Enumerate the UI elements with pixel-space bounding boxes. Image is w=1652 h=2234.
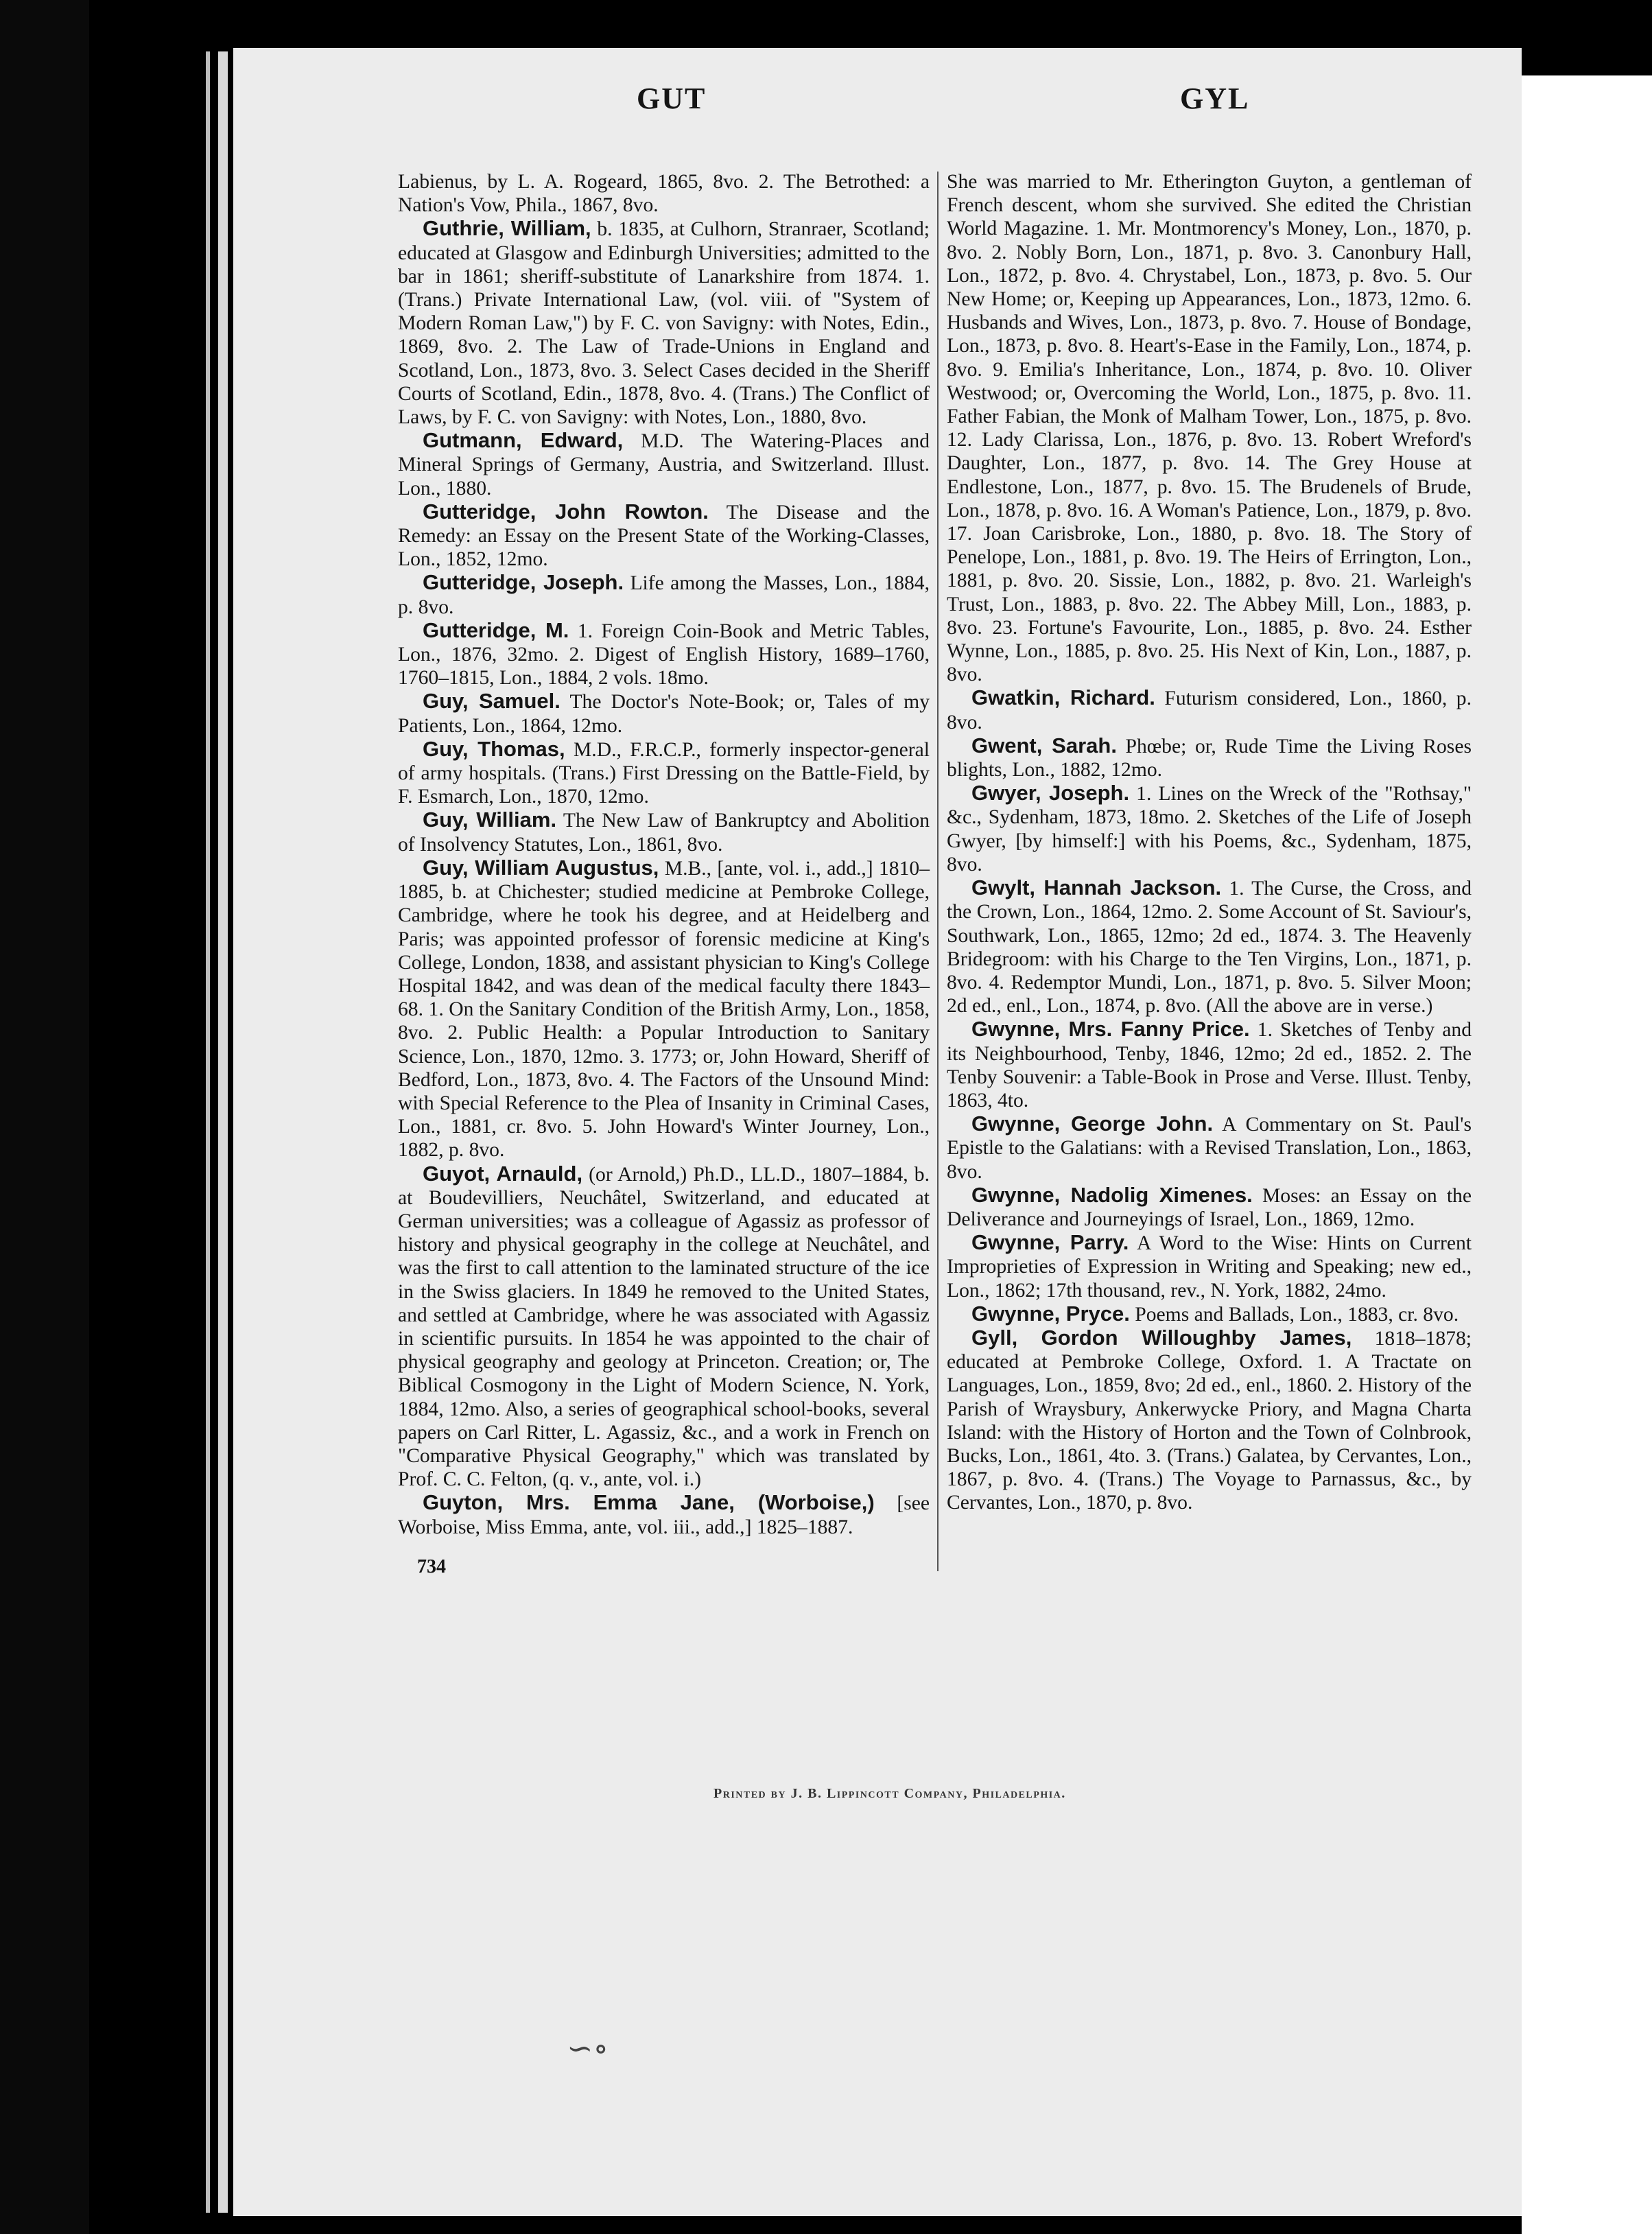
bio-entry <box>398 1162 930 1492</box>
bio-entry <box>947 1302 1472 1326</box>
entry-headword: Gutteridge, M. <box>423 618 569 642</box>
bio-entry <box>398 1491 930 1538</box>
bio-entry <box>947 1018 1472 1112</box>
entry-headword: Gutmann, Edward, <box>423 428 624 453</box>
printer-imprint: Printed by J. B. Lippincott Company, Philadelphia. <box>713 1786 1066 1801</box>
entry-text: 1. The Curse, the Cross, and the Crown, Lon., 1864, 12mo. 2. Some Account of St. Saviour's, Southwark, Lon., 1865, 12mo; 2d ed., 1874. 3. The Heavenly Bridegroom: with his Charge to the Ten Virgins, Lon., 1871, p. 8vo. 4. Redemptor Mundi, Lon., 1871, p. 8vo. 5. Silver Moon; 2d ed., enl., Lon., 1874, p. 8vo. (All the above are in verse.) <box>947 878 1472 1018</box>
entry-text: Poems and Ballads, Lon., 1883, cr. 8vo. <box>1129 1303 1459 1326</box>
entry-text: She was married to Mr. Etherington Guyton, a gentleman of French descent, whom she survived. She edited the Christian World Magazine. 1. Mr. Montmorency's Money, Lon., 1870, p. 8vo. 2. Nobly Born, Lon., 1871, p. 8vo. 3. Canonbury Hall, Lon., 1872, p. 8vo. 4. Chrystabel, Lon., 1873, p. 8vo. 5. Our New Home; or, Keeping up Appearances, Lon., 1873, 12mo. 6. Husbands and Wives, Lon., 1873, p. 8vo. 7. House of Bondage, Lon., 1873, p. 8vo. 8. Heart's-Ease in the Family, Lon., 1874, p. 8vo. 9. Emilia's Inheritance, Lon., 1874, p. 8vo. 10. Oliver Westwood; or, Overcoming the World, Lon., 1875, p. 8vo. 11. Father Fabian, the Monk of Malham Tower, Lon., 1875, p. 8vo. 12. Lady Clarissa, Lon., 1876, p. 8vo. 13. Robert Wreford's Daughter, Lon., 1877, p. 8vo. 14. The Grey House at Endlestone, Lon., 1877, p. 8vo. 15. The Brudenels of Brude, Lon., 1878, p. 8vo. 16. A Woman's Patience, Lon., 1879, p. 8vo. 17. Joan Carisbroke, Lon., 1880, p. 8vo. 18. The Story of Penelope, Lon., 1881, p. 8vo. 19. The Heirs of Errington, Lon., 1881, p. 8vo. 20. Sissie, Lon., 1882, p. 8vo. 21. Warleigh's Trust, Lon., 1883, p. 8vo. 22. The Abbey Mill, Lon., 1883, p. 8vo. 23. Fortune's Favourite, Lon., 1885, p. 8vo. 24. Esther Wynne, Lon., 1885, p. 8vo. 25. His Next of Kin, Lon., 1887, p. 8vo. <box>947 171 1472 686</box>
bio-entry <box>947 734 1472 781</box>
page-edge-shadow <box>206 51 210 2213</box>
entry-text: Futurism considered, Lon., 1860, p. 8vo. <box>947 687 1472 733</box>
entry-headword: Gwynne, Parry. <box>971 1230 1129 1255</box>
bio-entry <box>398 217 930 429</box>
entry-text: Phœbe; or, Rude Time the Living Roses blights, Lon., 1882, 12mo. <box>947 735 1472 781</box>
bio-entry <box>947 1231 1472 1302</box>
bio-entry <box>947 1112 1472 1184</box>
scan-margin-right <box>1522 75 1652 2234</box>
bio-entry <box>398 856 930 1162</box>
page-number: 734 <box>417 1556 446 1577</box>
scan-margin-top-right <box>1522 0 1652 75</box>
entry-headword: Gutteridge, John Rowton. <box>423 499 709 524</box>
column-divider <box>937 172 939 1571</box>
running-head-right: GYL <box>1180 82 1250 115</box>
entry-text: Life among the Masses, Lon., 1884, p. 8vo. <box>398 572 930 618</box>
entry-headword: Gwynne, Nadolig Ximenes. <box>971 1182 1253 1207</box>
entry-headword: Guy, William. <box>423 808 557 832</box>
entry-headword: Guy, William Augustus, <box>423 855 659 880</box>
entry-headword: Gwynne, Pryce. <box>971 1301 1130 1326</box>
entry-text: Moses: an Essay on the Deliverance and Journeyings of Israel, Lon., 1869, 12mo. <box>947 1184 1472 1230</box>
entry-text: 1. Sketches of Tenby and its Neighbourhood, Tenby, 1846, 12mo; 2d ed., 1852. 2. The Tenby Souvenir: a Table-Book in Prose and Verse. Illust. Tenby, 1863, 4to. <box>947 1019 1472 1112</box>
bio-entry <box>947 1326 1472 1515</box>
bio-entry <box>398 808 930 856</box>
entry-headword: Guy, Thomas, <box>423 736 565 761</box>
entry-text: 1818–1878; educated at Pembroke College, Oxford. 1. A Tractate on Languages, Lon., 1859, 8vo; 2d ed., enl., 1860. 2. History of the Parish of Wraysbury, Ankerwycke Priory, and Magna Charta Island: with the History of Horton and the Town of Colnbrook, Bucks, Lon., 1861, 4to. 3. (Trans.) Galatea, by Cervantes, Lon., 1867, p. 8vo. 4. (Trans.) The Voyage to Parnassus, &c., by Cervantes, Lon., 1870, p. 8vo. <box>947 1327 1472 1514</box>
entry-headword: Gwatkin, Richard. <box>971 685 1155 710</box>
running-head-left: GUT <box>637 82 707 115</box>
entry-text: 1. Lines on the Wreck of the "Rothsay," &c., Sydenham, 1873, 18mo. 2. Sketches of the Life of Joseph Gwyer, [by himself:] with his Poems, &c., Sydenham, 1875, 8vo. <box>947 783 1472 875</box>
entry-text: [see Worboise, Miss Emma, ante, vol. iii., add.,] 1825–1887. <box>398 1492 930 1538</box>
entry-headword: Gwynne, George John. <box>971 1112 1214 1136</box>
page-edge <box>218 51 228 2213</box>
entry-headword: Guyton, Mrs. Emma Jane, (Worboise,) <box>423 1490 875 1515</box>
bio-entry <box>947 686 1472 733</box>
entry-headword: Gwylt, Hannah Jackson. <box>971 875 1222 900</box>
bio-entry <box>398 170 930 217</box>
entry-text: The New Law of Bankruptcy and Abolition of Insolvency Statutes, Lon., 1861, 8vo. <box>398 810 930 856</box>
bio-entry <box>398 738 930 809</box>
bio-entry <box>398 429 930 500</box>
entry-text: (or Arnold,) Ph.D., LL.D., 1807–1884, b. at Boudevilliers, Neuchâtel, Switzerland, and educated at German universities; was a colleague of Agassiz as professor of history and physical geography in the college at Neuchâtel, and was the first to call attention to the laminated structure of the ice in the Swiss glaciers. In 1849 he removed to the United States, and settled at Cambridge, where he was associated with Agassiz in scientific pursuits. In 1854 he was appointed to the chair of physical geography and geology at Princeton. Creation; or, The Biblical Cosmogony in the Light of Modern Science, N. York, 1884, 12mo. Also, a series of geographical school-books, several papers on Carl Ritter, L. Agassiz, &c., and a work in French on "Comparative Physical Geography," which was translated by Prof. C. C. Felton, (q. v., ante, vol. i.) <box>398 1163 930 1491</box>
entry-text: M.D. The Watering-Places and Mineral Springs of Germany, Austria, and Switzerland. Illust. Lon., 1880. <box>398 430 930 499</box>
entry-text: A Commentary on St. Paul's Epistle to the Galatians: with a Revised Translation, Lon., 1863, 8vo. <box>947 1114 1472 1183</box>
entry-headword: Guy, Samuel. <box>423 689 560 714</box>
entry-headword: Guyot, Arnauld, <box>423 1161 583 1186</box>
entry-headword: Gwynne, Mrs. Fanny Price. <box>971 1017 1250 1042</box>
scan-margin-left <box>0 0 89 2234</box>
bio-entry <box>398 571 930 618</box>
left-column <box>398 170 930 1539</box>
entry-headword: Guthrie, William, <box>423 216 591 241</box>
entry-text: Labienus, by L. A. Rogeard, 1865, 8vo. 2. The Betrothed: a Nation's Vow, Phila., 1867, 8vo. <box>398 171 930 217</box>
right-column <box>947 170 1472 1515</box>
bio-entry <box>947 170 1472 686</box>
entry-headword: Gyll, Gordon Willoughby James, <box>971 1325 1352 1350</box>
bio-entry <box>947 876 1472 1018</box>
entry-text: The Doctor's Note-Book; or, Tales of my Patients, Lon., 1864, 12mo. <box>398 691 930 737</box>
entry-headword: Gutteridge, Joseph. <box>423 570 624 595</box>
entry-text: b. 1835, at Culhorn, Stranraer, Scotland; educated at Glasgow and Edinburgh Universities; admitted to the bar in 1861; sheriff-substitute of Lanarkshire from 1874. 1. (Trans.) Private International Law, (vol. viii. of "System of Modern Roman Law,") by F. C. von Savigny: with Notes, Edin., 1869, 8vo. 2. The Law of Trade-Unions in England and Scotland, Lon., 1873, 8vo. 3. Select Cases decided in the Sheriff Courts of Scotland, Edin., 1878, 8vo. 4. (Trans.) The Conflict of Laws, by F. C. von Savigny: with Notes, Lon., 1880, 8vo. <box>398 218 930 429</box>
entry-headword: Gwent, Sarah. <box>971 733 1117 757</box>
bio-entry <box>398 619 930 690</box>
entry-text: A Word to the Wise: Hints on Current Improprieties of Expression in Writing and Speaking; new ed., Lon., 1862; 17th thousand, rev., N. York, 1882, 24mo. <box>947 1232 1472 1302</box>
bio-entry <box>947 781 1472 876</box>
entry-headword: Gwyer, Joseph. <box>971 781 1130 806</box>
ornament-icon: ∽∘ <box>567 2031 609 2066</box>
entry-text: The Disease and the Remedy: an Essay on the Present State of the Working-Classes, Lon., 1852, 12mo. <box>398 501 930 571</box>
entry-text: M.B., [ante, vol. i., add.,] 1810–1885, b. at Chichester; studied medicine at Pembroke College, Cambridge, where he took his degree, and at Heidelberg and Paris; was appointed professor of forensic medicine at King's College, London, 1838, and assistant physician to King's College Hospital 1842, and was dean of the medical faculty there 1843–68. 1. On the Sanitary Condition of the British Army, Lon., 1858, 8vo. 2. Public Health: a Popular Introduction to Sanitary Science, Lon., 1870, 12mo. 3. 1773; or, John Howard, Sheriff of Bedford, Lon., 1873, 8vo. 4. The Factors of the Unsound Mind: with Special Reference to the Plea of Insanity in Criminal Cases, Lon., 1881, cr. 8vo. 5. John Howard's Winter Journey, Lon., 1882, p. 8vo. <box>398 857 930 1162</box>
entry-text: 1. Foreign Coin-Book and Metric Tables, Lon., 1876, 32mo. 2. Digest of English History, 1689–1760, 1760–1815, Lon., 1884, 2 vols. 18mo. <box>398 620 930 690</box>
bio-entry <box>398 690 930 737</box>
bio-entry <box>947 1184 1472 1231</box>
entry-text: M.D., F.R.C.P., formerly inspector-general of army hospitals. (Trans.) First Dressing on the Battle-Field, by F. Esmarch, Lon., 1870, 12mo. <box>398 738 930 808</box>
bio-entry <box>398 500 930 572</box>
